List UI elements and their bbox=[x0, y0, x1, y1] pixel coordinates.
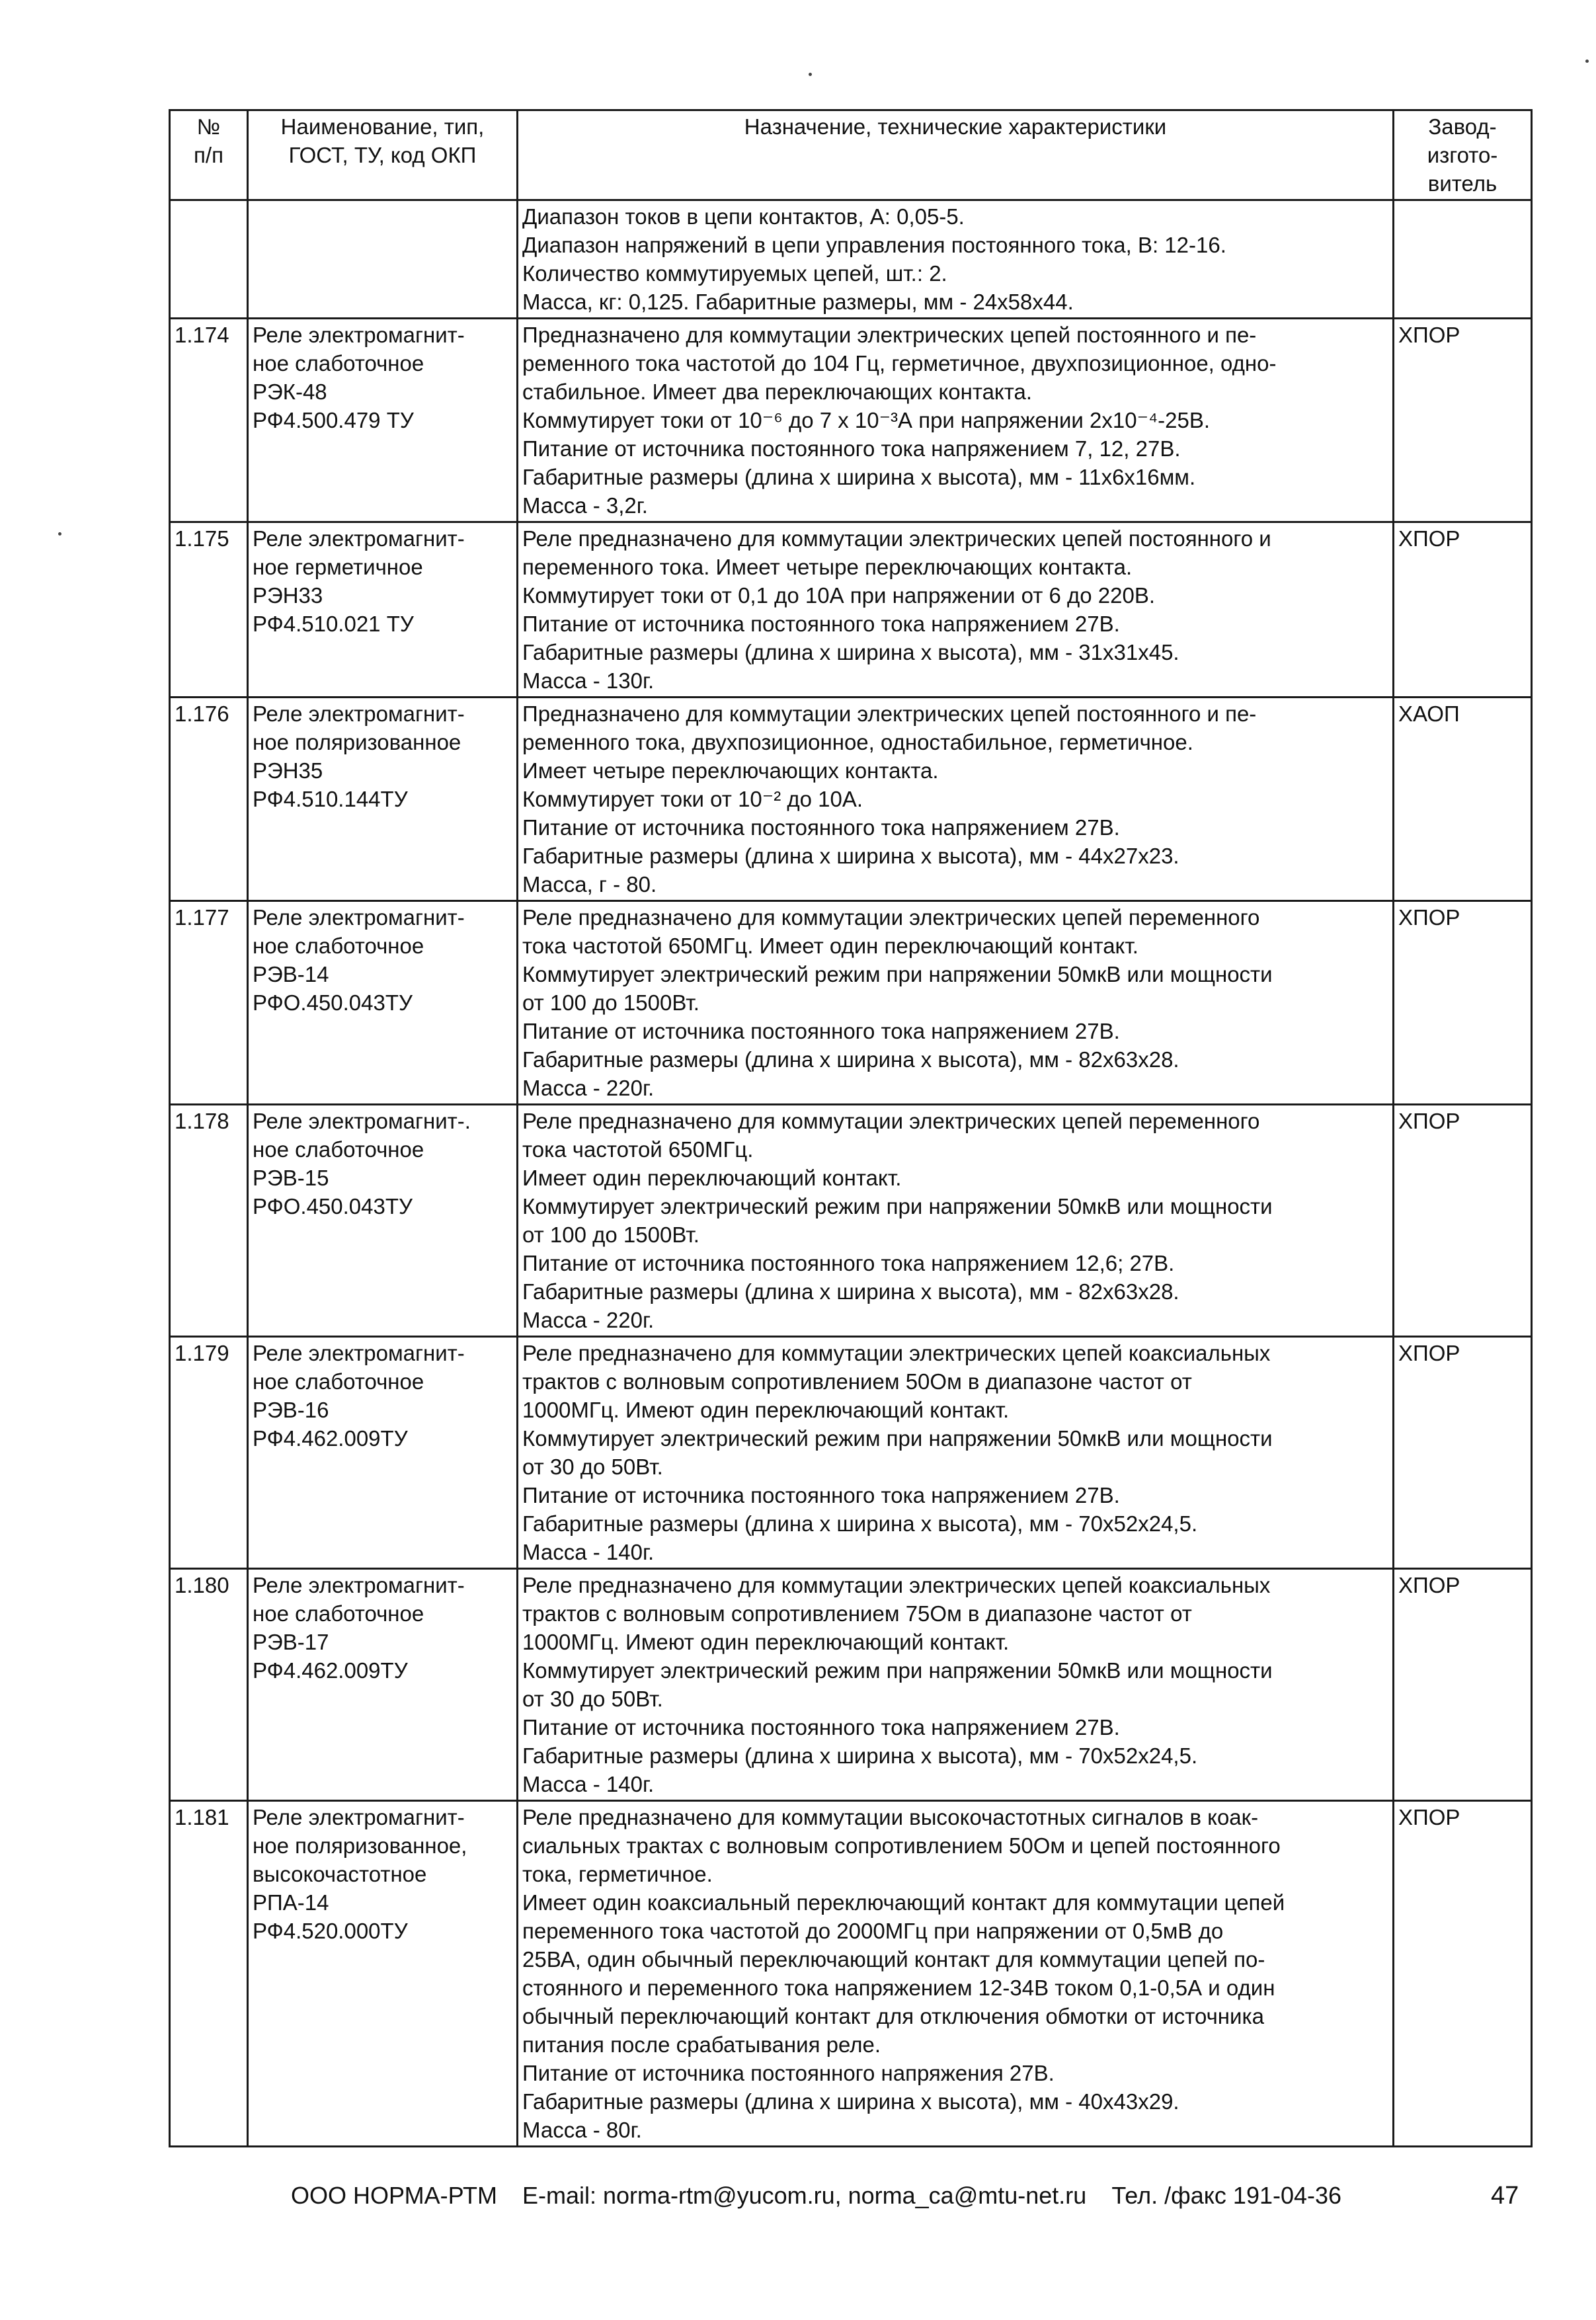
table-row bbox=[170, 1801, 1532, 2147]
row-description: Реле предназначено для коммутации высокочастотных сигналов в коак- сиальных трактах с волновым сопротивлением 50Ом и цепей постоянного тока, герметичное. Имеет один коаксиальный переключающий контакт для коммутации цепей переменного тока частотой до 2000МГц при напряжении от 0,5мВ до 25ВА, один обычный переключающий контакт для коммутации цепей по- стоянного и переменного тока напряжением 12-34В током 0,1-0,5А и один обычный переключающий контакт для отключения обмотки от источника питания после срабатывания реле. Питание от источника постоянного напряжения 27В. Габаритные размеры (длина х ширина х высота), мм - 40х43х29. Масса - 80г. bbox=[518, 1801, 1394, 2147]
scan-speck bbox=[1585, 60, 1589, 63]
row-number: 1.177 bbox=[170, 901, 248, 1105]
row-description: Диапазон токов в цепи контактов, А: 0,05-5. Диапазон напряжений в цепи управления постоянного тока, В: 12-16. Количество коммутируемых цепей, шт.: 2. Масса, кг: 0,125. Габаритные размеры, мм - 24x58x44. bbox=[518, 200, 1394, 319]
table-row bbox=[170, 319, 1532, 522]
row-name: Реле электромагнит- ное слаботочное РЭК-48 РФ4.500.479 ТУ bbox=[248, 319, 518, 522]
row-manufacturer: ХПОР bbox=[1394, 1105, 1532, 1337]
row-number: 1.176 bbox=[170, 698, 248, 901]
row-manufacturer: ХПОР bbox=[1394, 1801, 1532, 2147]
row-name: Реле электромагнит- ное поляризованное, высокочастотное РПА-14 РФ4.520.000ТУ bbox=[248, 1801, 518, 2147]
row-manufacturer: ХПОР bbox=[1394, 1337, 1532, 1569]
row-description: Предназначено для коммутации электрических цепей постоянного и пе- ременного тока, двухпозиционное, одностабильное, герметичное. Имеет четыре переключающих контакта. Коммутирует токи от 10⁻² до 10А. Питание от источника постоянного тока напряжением 27В. Габаритные размеры (длина х ширина х высота), мм - 44х27х23. Масса, г - 80. bbox=[518, 698, 1394, 901]
row-description: Реле предназначено для коммутации электрических цепей постоянного и переменного тока. Имеет четыре переключающих контакта. Коммутирует токи от 0,1 до 10А при напряжении от 6 до 220В. Питание от источника постоянного тока напряжением 27В. Габаритные размеры (длина х ширина х высота), мм - 31х31х45. Масса - 130г. bbox=[518, 522, 1394, 698]
header-number: № п/п bbox=[170, 110, 248, 200]
row-manufacturer: ХПОР bbox=[1394, 901, 1532, 1105]
row-name: Реле электромагнит- ное слаботочное РЭВ-14 РФО.450.043ТУ bbox=[248, 901, 518, 1105]
table-body bbox=[170, 200, 1532, 2147]
row-name: Реле электромагнит- ное герметичное РЭН33 РФ4.510.021 ТУ bbox=[248, 522, 518, 698]
row-number: 1.181 bbox=[170, 1801, 248, 2147]
table-row bbox=[170, 200, 1532, 319]
row-description: Реле предназначено для коммутации электрических цепей коаксиальных трактов с волновым сопротивлением 50Ом в диапазоне частот от 1000МГц. Имеют один переключающий контакт. Коммутирует электрический режим при напряжении 50мкВ или мощности от 30 до 50Вт. Питание от источника постоянного тока напряжением 27В. Габаритные размеры (длина х ширина х высота), мм - 70х52х24,5. Масса - 140г. bbox=[518, 1337, 1394, 1569]
scan-speck bbox=[809, 73, 812, 76]
row-name bbox=[248, 200, 518, 319]
table-row bbox=[170, 1569, 1532, 1801]
table-header-row bbox=[170, 110, 1532, 200]
footer-email: E-mail: norma-rtm@yucom.ru, norma_ca@mtu-net.ru bbox=[522, 2182, 1087, 2209]
table-row bbox=[170, 1337, 1532, 1569]
row-number: 1.179 bbox=[170, 1337, 248, 1569]
row-number bbox=[170, 200, 248, 319]
row-description: Предназначено для коммутации электрических цепей постоянного и пе- ременного тока частотой до 104 Гц, герметичное, двухпозиционное, одно- стабильное. Имеет два переключающих контакта. Коммутирует токи от 10⁻⁶ до 7 х 10⁻³А при напряжении 2х10⁻⁴-25В. Питание от источника постоянного тока напряжением 7, 12, 27В. Габаритные размеры (длина х ширина х высота), мм - 11х6х16мм. Масса - 3,2г. bbox=[518, 319, 1394, 522]
footer-company: ООО НОРМА-РТМ bbox=[291, 2182, 497, 2209]
table-row bbox=[170, 698, 1532, 901]
row-name: Реле электромагнит- ное слаботочное РЭВ-17 РФ4.462.009ТУ bbox=[248, 1569, 518, 1801]
table-row bbox=[170, 1105, 1532, 1337]
row-name: Реле электромагнит- ное слаботочное РЭВ-16 РФ4.462.009ТУ bbox=[248, 1337, 518, 1569]
header-description: Назначение, технические характеристики bbox=[518, 110, 1394, 200]
row-description: Реле предназначено для коммутации электрических цепей переменного тока частотой 650МГц. Имеет один переключающий контакт. Коммутирует электрический режим при напряжении 50мкВ или мощности от 100 до 1500Вт. Питание от источника постоянного тока напряжением 27В. Габаритные размеры (длина х ширина х высота), мм - 82х63х28. Масса - 220г. bbox=[518, 901, 1394, 1105]
row-description: Реле предназначено для коммутации электрических цепей коаксиальных трактов с волновым сопротивлением 75Ом в диапазоне частот от 1000МГц. Имеют один переключающий контакт. Коммутирует электрический режим при напряжении 50мкВ или мощности от 30 до 50Вт. Питание от источника постоянного тока напряжением 27В. Габаритные размеры (длина х ширина х высота), мм - 70х52х24,5. Масса - 140г. bbox=[518, 1569, 1394, 1801]
row-name: Реле электромагнит-. ное слаботочное РЭВ-15 РФО.450.043ТУ bbox=[248, 1105, 518, 1337]
row-name: Реле электромагнит- ное поляризованное РЭН35 РФ4.510.144ТУ bbox=[248, 698, 518, 901]
row-description: Реле предназначено для коммутации электрических цепей переменного тока частотой 650МГц. Имеет один переключающий контакт. Коммутирует электрический режим при напряжении 50мкВ или мощности от 100 до 1500Вт. Питание от источника постоянного тока напряжением 12,6; 27В. Габаритные размеры (длина х ширина х высота), мм - 82х63х28. Масса - 220г. bbox=[518, 1105, 1394, 1337]
footer-phone: Тел. /факс 191-04-36 bbox=[1111, 2182, 1342, 2209]
header-manufacturer: Завод- изгото- витель bbox=[1394, 110, 1532, 200]
row-manufacturer: ХПОР bbox=[1394, 522, 1532, 698]
row-number: 1.174 bbox=[170, 319, 248, 522]
relay-spec-table bbox=[169, 109, 1533, 2147]
row-number: 1.175 bbox=[170, 522, 248, 698]
row-manufacturer: ХПОР bbox=[1394, 1569, 1532, 1801]
row-number: 1.178 bbox=[170, 1105, 248, 1337]
scan-speck bbox=[58, 532, 61, 536]
table-row bbox=[170, 901, 1532, 1105]
row-manufacturer: ХПОР bbox=[1394, 319, 1532, 522]
header-name: Наименование, тип, ГОСТ, ТУ, код ОКП bbox=[248, 110, 518, 200]
page-number: 47 bbox=[1491, 2182, 1519, 2210]
table-row bbox=[170, 522, 1532, 698]
page-footer bbox=[291, 2182, 1360, 2210]
row-manufacturer: ХАОП bbox=[1394, 698, 1532, 901]
row-number: 1.180 bbox=[170, 1569, 248, 1801]
row-manufacturer bbox=[1394, 200, 1532, 319]
